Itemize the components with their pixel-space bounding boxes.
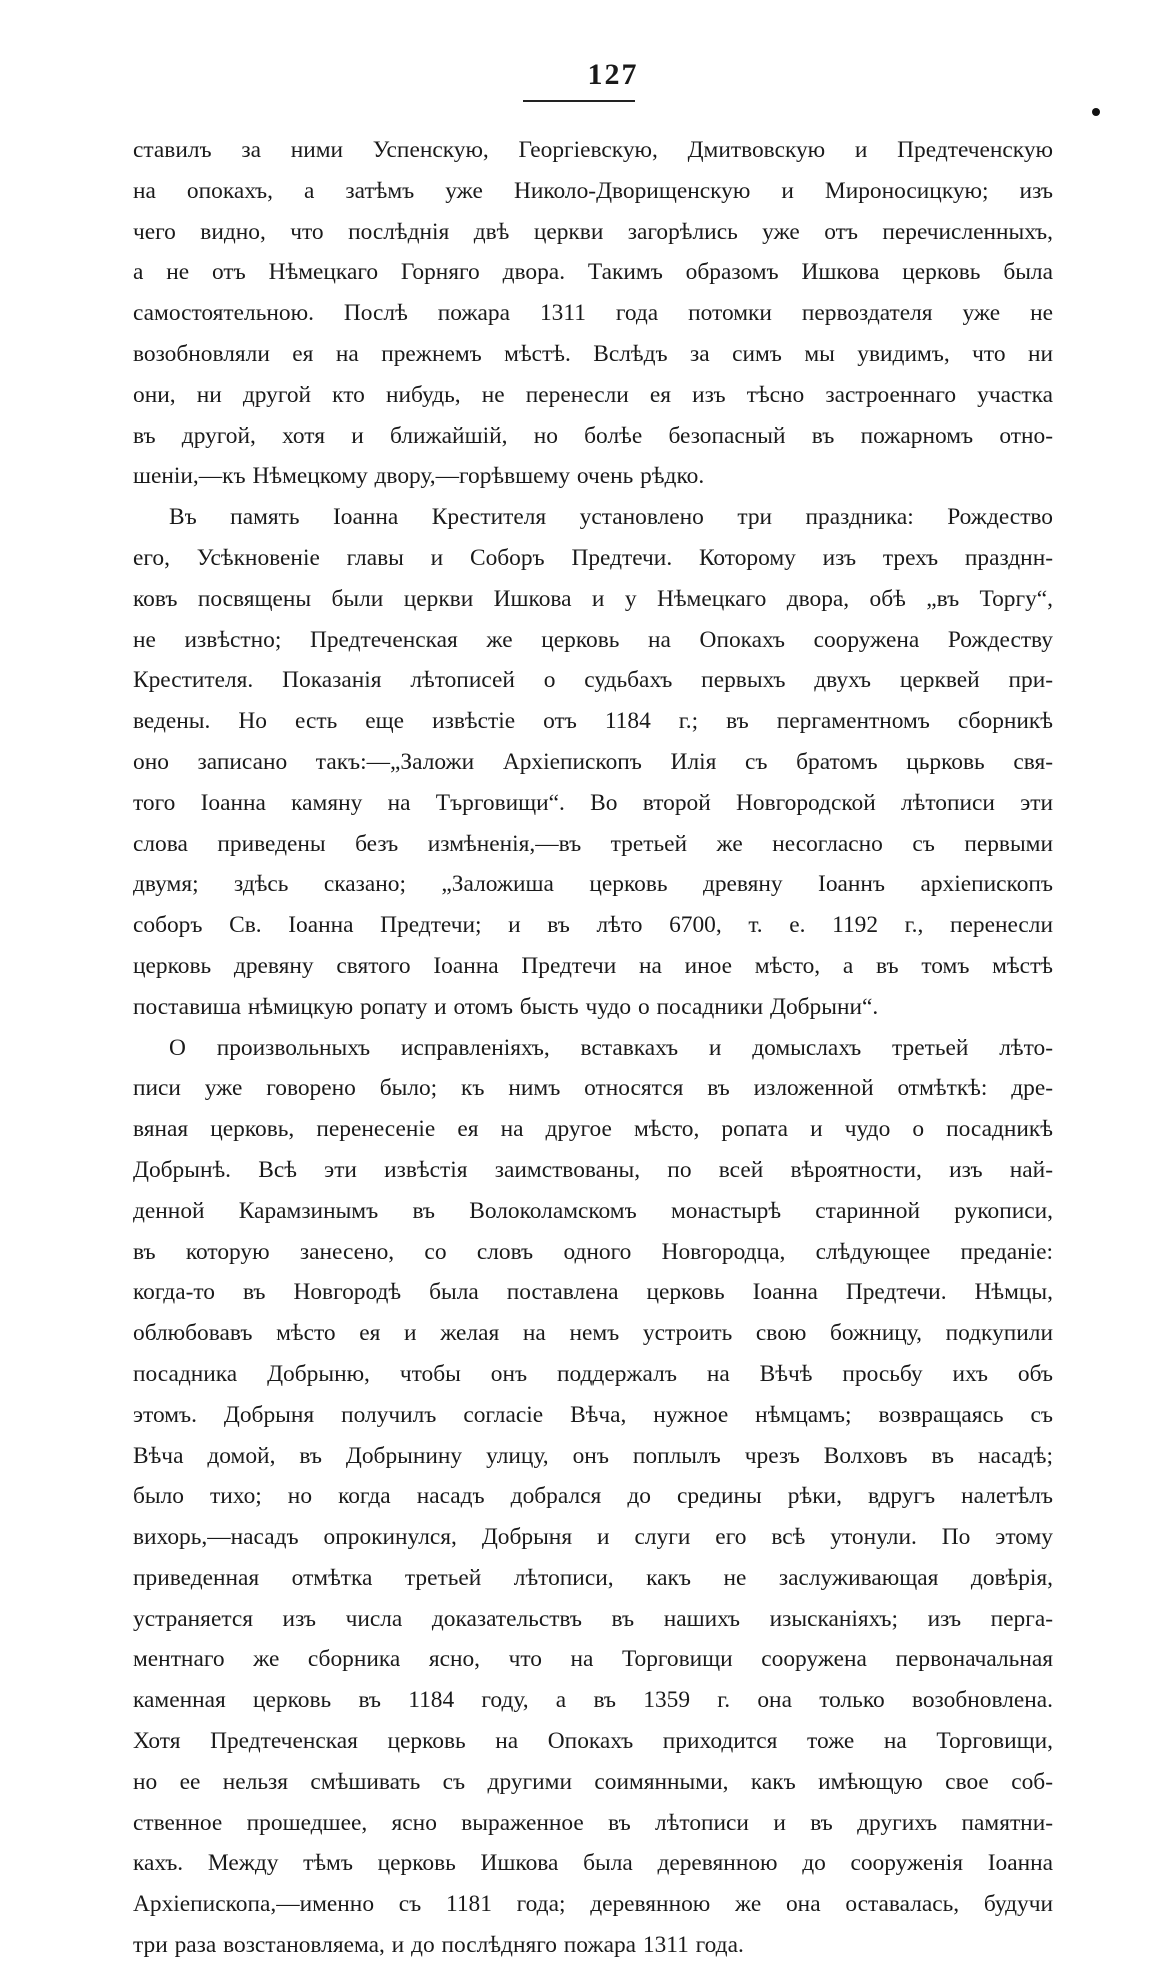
text-line: оно записано такъ:—„Заложи Архіепископъ Илія съ братомъ цьрковь свя- — [133, 748, 1053, 775]
body-text — [133, 130, 1053, 1966]
text-line: облюбовавъ мѣсто ея и желая на немъ устроить свою божницу, подкупили — [133, 1320, 1053, 1347]
text-line: устраняется изъ числа доказательствъ въ нашихъ изысканіяхъ; изъ перга- — [133, 1605, 1053, 1632]
text-line: возобновляли ея на прежнемъ мѣстѣ. Вслѣдъ за симъ мы увидимъ, что ни — [133, 340, 1053, 367]
text-line: не извѣстно; Предтеченская же церковь на Опокахъ сооружена Рождеству — [133, 626, 1053, 653]
text-line: писи уже говорено было; къ нимъ относятся въ изложенной отмѣткѣ: дре- — [133, 1075, 1053, 1102]
text-line: соборъ Св. Іоанна Предтечи; и въ лѣто 6700, т. е. 1192 г., перенесли — [133, 912, 1053, 939]
text-line: слова приведены безъ измѣненія,—въ третьей же несогласно съ первыми — [133, 830, 1053, 857]
text-line: ментнаго же сборника ясно, что на Торговищи сооружена первоначальная — [133, 1646, 1053, 1673]
text-line: того Іоанна камяну на Търговищи“. Во второй Новгородской лѣтописи эти — [133, 789, 1053, 816]
text-line: его, Усѣкновеніе главы и Соборъ Предтечи. Которому изъ трехъ празднн- — [133, 544, 1053, 571]
text-line: посадника Добрыню, чтобы онъ поддержалъ на Вѣчѣ просьбу ихъ объ — [133, 1360, 1053, 1387]
text-line: Архіепископа,—именно съ 1181 года; деревянною же она оставалась, будучи — [133, 1891, 1053, 1918]
text-line: ставилъ за ними Успенскую, Георгіевскую, Дмитвовскую и Предтеченскую — [133, 137, 1053, 163]
text-line: вихорь,—насадъ опрокинулся, Добрыня и слуги его всѣ утонули. По этому — [133, 1524, 1053, 1551]
text-line: три раза возстановляема, и до послѣдняго пожара 1311 года. — [133, 1932, 744, 1959]
text-line: приведенная отмѣтка третьей лѣтописи, какъ не заслуживающая довѣрія, — [133, 1564, 1053, 1591]
page-number: 127 — [587, 58, 639, 91]
header-rule — [523, 100, 635, 102]
text-line: въ которую занесено, со словъ одного Новгородца, слѣдующее преданіе: — [133, 1238, 1053, 1265]
text-line: ведены. Но есть еще извѣстіе отъ 1184 г.; въ пергаментномъ сборникѣ — [133, 708, 1053, 735]
text-line: двумя; здѣсь сказано; „Заложиша церковь древяну Іоаннъ архіепископъ — [133, 871, 1053, 898]
text-line: денной Карамзинымъ въ Волоколамскомъ монастырѣ старинной рукописи, — [133, 1197, 1053, 1224]
text-line: Вѣча домой, въ Добрынину улицу, онъ поплылъ чрезъ Волховъ въ насадѣ; — [133, 1442, 1053, 1469]
text-line: кахъ. Между тѣмъ церковь Ишкова была деревянною до сооруженія Іоанна — [133, 1850, 1053, 1877]
text-line: въ другой, хотя и ближайшій, но болѣе безопасный въ пожарномъ отно- — [133, 422, 1053, 449]
text-line: этомъ. Добрыня получилъ согласіе Вѣча, нужное нѣмцамъ; возвращаясь съ — [133, 1401, 1053, 1428]
text-line: О произвольныхъ исправленіяхъ, вставкахъ и домыслахъ третьей лѣто- — [169, 1034, 1053, 1061]
text-line: Крестителя. Показанія лѣтописей о судьбахъ первыхъ двухъ церквей при- — [133, 667, 1053, 694]
text-line: ковъ посвящены были церкви Ишкова и у Нѣмецкаго двора, обѣ „въ Торгу“, — [133, 585, 1053, 612]
text-line: каменная церковь въ 1184 году, а въ 1359 г. она только возобновлена. — [133, 1687, 1053, 1714]
text-line: но ее нельзя смѣшивать съ другими соимянными, какъ имѣющую свое соб- — [133, 1768, 1053, 1795]
text-line: самостоятельною. Послѣ пожара 1311 года потомки первоздателя уже не — [133, 300, 1053, 327]
text-line: на опокахъ, а затѣмъ уже Николо-Дворищенскую и Мироносицкую; изъ — [133, 177, 1053, 204]
text-line: шеніи,—къ Нѣмецкому двору,—горѣвшему очень рѣдко. — [133, 463, 705, 490]
text-line: было тихо; но когда насадъ добрался до средины рѣки, вдругъ налетѣлъ — [133, 1483, 1053, 1510]
text-line: ственное прошедшее, ясно выраженное въ лѣтописи и въ другихъ памятни- — [133, 1809, 1053, 1836]
text-line: чего видно, что послѣднія двѣ церкви загорѣлись уже отъ перечисленныхъ, — [133, 218, 1053, 245]
text-line: когда-то въ Новгородѣ была поставлена церковь Іоанна Предтечи. Нѣмцы, — [133, 1279, 1053, 1306]
ink-speck — [1092, 108, 1100, 116]
page-header — [133, 58, 1053, 130]
text-line: церковь древяну святого Іоанна Предтечи на иное мѣсто, а въ томъ мѣстѣ — [133, 952, 1053, 979]
text-line: а не отъ Нѣмецкаго Горняго двора. Такимъ образомъ Ишкова церковь была — [133, 259, 1053, 286]
text-line: Добрынѣ. Всѣ эти извѣстія заимствованы, по всей вѣроятности, изъ най- — [133, 1156, 1053, 1183]
text-line: Хотя Предтеченская церковь на Опокахъ приходится тоже на Торговищи, — [133, 1728, 1053, 1755]
text-line: вяная церковь, перенесеніе ея на другое мѣсто, ропата и чудо о посадникѣ — [133, 1116, 1053, 1143]
text-line: Въ память Іоанна Крестителя установлено три праздника: Рождество — [169, 504, 1053, 531]
text-line: они, ни другой кто нибудь, не перенесли ея изъ тѣсно застроеннаго участка — [133, 381, 1053, 408]
text-line: поставиша нѣмицкую ропату и отомъ бысть чудо о посадники Добрыни“. — [133, 993, 879, 1020]
book-page — [133, 58, 1053, 1959]
